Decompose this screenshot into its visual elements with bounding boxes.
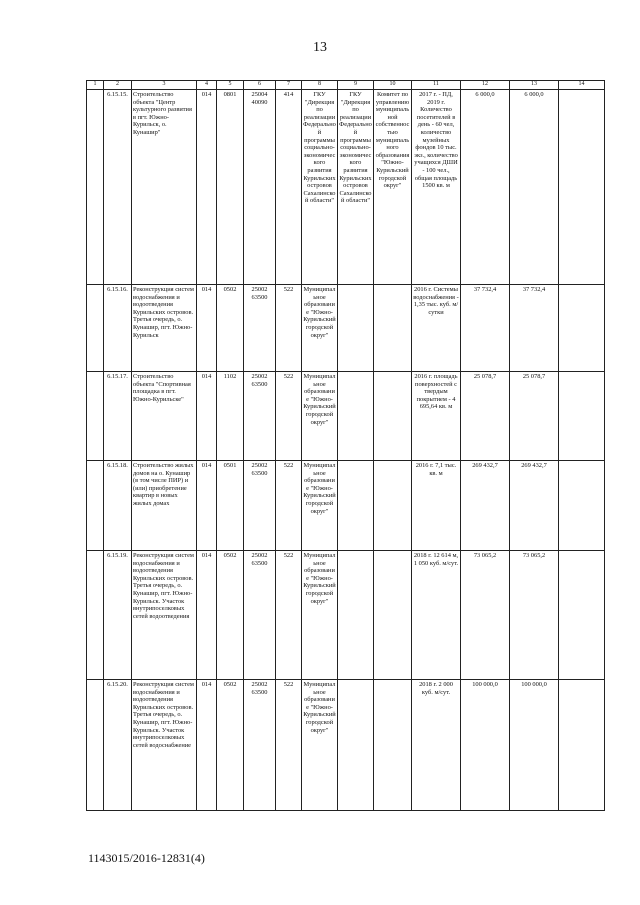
customer-cell: Муниципальное образование "Южно-Курильский городской округ" bbox=[302, 372, 338, 461]
item-number-cell: 6.15.18. bbox=[104, 461, 132, 551]
operator-cell bbox=[374, 551, 412, 680]
amount-total-cell: 6 000,0 bbox=[461, 90, 510, 285]
amount-federal-cell: 100 000,0 bbox=[510, 680, 559, 811]
amount-total-cell: 73 065,2 bbox=[461, 551, 510, 680]
target-code-cell: 25002 63500 bbox=[244, 551, 276, 680]
operator-cell: Комитет по управлению муниципальной собственностью муниципального образования "Южно-Курильский городской округ" bbox=[374, 90, 412, 285]
amount-federal-cell: 269 432,7 bbox=[510, 461, 559, 551]
header-row bbox=[87, 81, 605, 90]
operator-cell bbox=[374, 285, 412, 372]
item-number-cell: 6.15.19. bbox=[104, 551, 132, 680]
object-name-cell: Строительство жилых домов на о. Кунашир (в том числе ПИР) и (или) приобретение квартир в новых жилых домах bbox=[132, 461, 197, 551]
expense-type-cell: 522 bbox=[276, 461, 302, 551]
capacity-terms-cell: 2018 г. 2 000 куб. м/сут. bbox=[412, 680, 461, 811]
developer-cell bbox=[338, 680, 374, 811]
section-code-cell: 0501 bbox=[217, 461, 244, 551]
section-code-cell: 1102 bbox=[217, 372, 244, 461]
customer-cell: Муниципальное образование "Южно-Курильский городской округ" bbox=[302, 285, 338, 372]
ministry-code-cell: 014 bbox=[197, 461, 217, 551]
page-number: 13 bbox=[313, 40, 327, 55]
section-code-cell: 0502 bbox=[217, 680, 244, 811]
table-row bbox=[87, 90, 605, 285]
note-cell bbox=[559, 285, 605, 372]
header-cell-10: 10 bbox=[374, 81, 412, 90]
header-cell-1: 1 bbox=[87, 81, 104, 90]
amount-total-cell: 269 432,7 bbox=[461, 461, 510, 551]
target-code-cell: 25002 63500 bbox=[244, 285, 276, 372]
object-name-cell: Строительство объекта "Центр культурного развития в пгт. Южно-Курильск, о. Кунашир" bbox=[132, 90, 197, 285]
object-name-cell: Строительство объекта "Спортивная площадка в пгт. Южно-Курильске" bbox=[132, 372, 197, 461]
header-cell-2: 2 bbox=[104, 81, 132, 90]
developer-cell bbox=[338, 372, 374, 461]
operator-cell bbox=[374, 680, 412, 811]
amount-total-cell: 100 000,0 bbox=[461, 680, 510, 811]
header-cell-7: 7 bbox=[276, 81, 302, 90]
header-cell-3: 3 bbox=[132, 81, 197, 90]
developer-cell: ГКУ "Дирекция по реализации Федеральной программы социально-экономического развития Курильских островов Сахалинской области" bbox=[338, 90, 374, 285]
ministry-code-cell: 014 bbox=[197, 680, 217, 811]
expense-type-cell: 414 bbox=[276, 90, 302, 285]
ministry-code-cell: 014 bbox=[197, 551, 217, 680]
header-cell-6: 6 bbox=[244, 81, 276, 90]
col-index-cell bbox=[87, 372, 104, 461]
expense-type-cell: 522 bbox=[276, 372, 302, 461]
amount-federal-cell: 6 000,0 bbox=[510, 90, 559, 285]
object-name-cell: Реконструкция систем водоснабжения и водоотведения Курильских островов. Третья очередь, о. Кунашир, пгт. Южно-Курильск bbox=[132, 285, 197, 372]
developer-cell bbox=[338, 461, 374, 551]
developer-cell bbox=[338, 551, 374, 680]
target-code-cell: 25002 63500 bbox=[244, 372, 276, 461]
col-index-cell bbox=[87, 551, 104, 680]
table-row bbox=[87, 461, 605, 551]
capacity-terms-cell: 2018 г. 12 614 м, 1 050 куб. м/сут. bbox=[412, 551, 461, 680]
operator-cell bbox=[374, 372, 412, 461]
note-cell bbox=[559, 90, 605, 285]
section-code-cell: 0801 bbox=[217, 90, 244, 285]
developer-cell bbox=[338, 285, 374, 372]
header-cell-14: 14 bbox=[559, 81, 605, 90]
amount-federal-cell: 25 078,7 bbox=[510, 372, 559, 461]
table-row bbox=[87, 680, 605, 811]
capacity-terms-cell: 2016 г. площадь поверхностей с твердым покрытием - 4 695,64 кв. м bbox=[412, 372, 461, 461]
note-cell bbox=[559, 372, 605, 461]
header-cell-5: 5 bbox=[217, 81, 244, 90]
ministry-code-cell: 014 bbox=[197, 372, 217, 461]
object-name-cell: Реконструкция систем водоснабжения и водоотведения Курильских островов. Третья очередь, о. Кунашир, пгт. Южно-Курильск. Участок внутрипоселковых сетей водоснабжение bbox=[132, 680, 197, 811]
col-index-cell bbox=[87, 90, 104, 285]
amount-federal-cell: 73 065,2 bbox=[510, 551, 559, 680]
col-index-cell bbox=[87, 461, 104, 551]
customer-cell: ГКУ "Дирекция по реализации Федеральной программы социально-экономического развития Курильских островов Сахалинской области" bbox=[302, 90, 338, 285]
header-cell-4: 4 bbox=[197, 81, 217, 90]
amount-federal-cell: 37 732,4 bbox=[510, 285, 559, 372]
header-cell-8: 8 bbox=[302, 81, 338, 90]
target-code-cell: 25002 63500 bbox=[244, 680, 276, 811]
table-row bbox=[87, 372, 605, 461]
capacity-terms-cell: 2016 г. Системы водоснабжения - 1,35 тыс. куб. м/сутки bbox=[412, 285, 461, 372]
header-cell-9: 9 bbox=[338, 81, 374, 90]
item-number-cell: 6.15.20. bbox=[104, 680, 132, 811]
customer-cell: Муниципальное образование "Южно-Курильский городской округ" bbox=[302, 551, 338, 680]
note-cell bbox=[559, 461, 605, 551]
ministry-code-cell: 014 bbox=[197, 90, 217, 285]
target-code-cell: 25002 63500 bbox=[244, 461, 276, 551]
object-name-cell: Реконструкция систем водоснабжения и водоотведения Курильских островов. Третья очередь, о. Кунашир, пгт. Южно-Курильск. Участок внутрипоселковых сетей водоотведения bbox=[132, 551, 197, 680]
note-cell bbox=[559, 551, 605, 680]
expense-type-cell: 522 bbox=[276, 285, 302, 372]
col-index-cell bbox=[87, 285, 104, 372]
item-number-cell: 6.15.17. bbox=[104, 372, 132, 461]
expense-type-cell: 522 bbox=[276, 551, 302, 680]
customer-cell: Муниципальное образование "Южно-Курильский городской округ" bbox=[302, 680, 338, 811]
table-row bbox=[87, 285, 605, 372]
customer-cell: Муниципальное образование "Южно-Курильский городской округ" bbox=[302, 461, 338, 551]
capacity-terms-cell: 2016 г. 7,1 тыс. кв. м bbox=[412, 461, 461, 551]
expense-type-cell: 522 bbox=[276, 680, 302, 811]
target-code-cell: 25004 40090 bbox=[244, 90, 276, 285]
header-cell-12: 12 bbox=[461, 81, 510, 90]
amount-total-cell: 25 078,7 bbox=[461, 372, 510, 461]
item-number-cell: 6.15.15. bbox=[104, 90, 132, 285]
header-cell-13: 13 bbox=[510, 81, 559, 90]
col-index-cell bbox=[87, 680, 104, 811]
section-code-cell: 0502 bbox=[217, 285, 244, 372]
section-code-cell: 0502 bbox=[217, 551, 244, 680]
budget-table bbox=[86, 80, 605, 811]
operator-cell bbox=[374, 461, 412, 551]
document-code: 1143015/2016-12831(4) bbox=[88, 851, 205, 865]
note-cell bbox=[559, 680, 605, 811]
capacity-terms-cell: 2017 г. - ПД, 2019 г. Количество посетителей в день - 60 чел, количество музейных фондов 10 тыс. экз., количество учащихся ДШИ - 100 чел., общая площадь 1500 кв. м bbox=[412, 90, 461, 285]
header-cell-11: 11 bbox=[412, 81, 461, 90]
table-row bbox=[87, 551, 605, 680]
ministry-code-cell: 014 bbox=[197, 285, 217, 372]
item-number-cell: 6.15.16. bbox=[104, 285, 132, 372]
amount-total-cell: 37 732,4 bbox=[461, 285, 510, 372]
